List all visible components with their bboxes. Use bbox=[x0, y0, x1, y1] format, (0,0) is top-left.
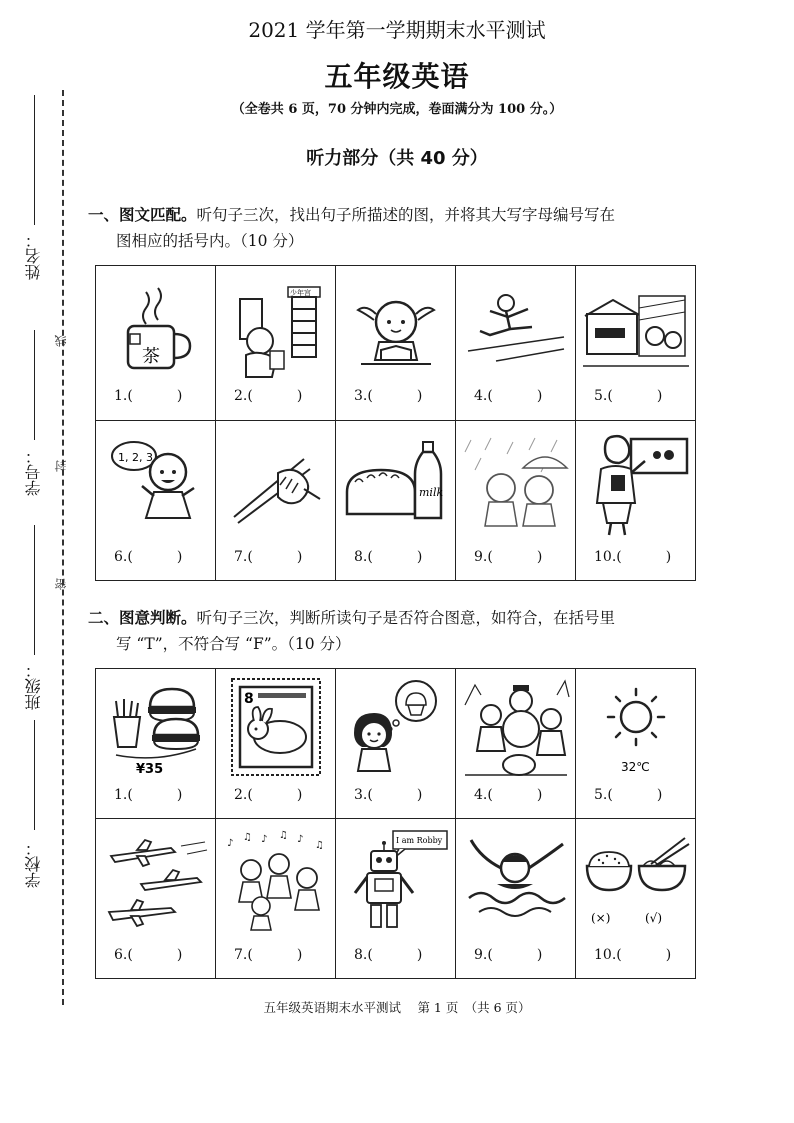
answer-blank[interactable]: 9.( ) bbox=[474, 549, 543, 565]
part2-cell-8 bbox=[336, 819, 456, 979]
girl-reading-icon bbox=[336, 266, 455, 391]
burger-fries-icon bbox=[96, 669, 215, 784]
answer-blank[interactable]: 6.( ) bbox=[114, 947, 183, 963]
chopsticks-icon bbox=[216, 421, 335, 546]
part1-cell-10 bbox=[576, 421, 696, 581]
part1-cell-9 bbox=[456, 421, 576, 581]
answer-blank[interactable]: 6.( ) bbox=[114, 549, 183, 565]
milk-label: milk bbox=[418, 485, 443, 499]
part1-picture-grid bbox=[95, 265, 696, 581]
answer-blank[interactable]: 2.( ) bbox=[234, 388, 303, 404]
answer-blank[interactable]: 10.( ) bbox=[594, 549, 672, 565]
kids-singing-icon bbox=[216, 819, 335, 944]
part2-instruction-line2: 写 “T”，不符合写 “F”。（10 分） bbox=[116, 635, 351, 653]
id-label: 学号： bbox=[24, 448, 43, 496]
svg-text:♪: ♪ bbox=[226, 837, 233, 849]
check-mark: (√) bbox=[644, 910, 662, 925]
svg-text:♪: ♪ bbox=[296, 833, 303, 845]
name-label: 姓名： bbox=[24, 232, 43, 280]
id-underline bbox=[34, 330, 35, 440]
part2-cell-5 bbox=[576, 669, 696, 819]
boy-counting-icon bbox=[96, 421, 215, 546]
rice-noodles-icon bbox=[576, 819, 695, 944]
answer-blank[interactable]: 8.( ) bbox=[354, 947, 423, 963]
answer-blank[interactable]: 5.( ) bbox=[594, 787, 663, 803]
bread-and-milk-icon bbox=[336, 421, 455, 546]
svg-text:♫: ♫ bbox=[278, 829, 288, 841]
binding-dashed-line bbox=[62, 90, 64, 1005]
answer-blank[interactable]: 8.( ) bbox=[354, 549, 423, 565]
seal-char-line: 线 bbox=[54, 335, 68, 347]
part2-cell-10 bbox=[576, 819, 696, 979]
part1-cell-6 bbox=[96, 421, 216, 581]
part2-cell-2 bbox=[216, 669, 336, 819]
exam-note: （全卷共 6 页，70 分钟内完成，卷面满分为 100 分。） bbox=[231, 102, 563, 117]
tea-cup-icon bbox=[96, 266, 215, 391]
answer-blank[interactable]: 7.( ) bbox=[234, 947, 303, 963]
part1-instruction bbox=[88, 202, 708, 254]
part1-cell-8 bbox=[336, 421, 456, 581]
part2-cell-3 bbox=[336, 669, 456, 819]
part2-cell-4 bbox=[456, 669, 576, 819]
youth-palace-sign: 少年宫 bbox=[289, 288, 311, 297]
swimming-boy-icon bbox=[456, 819, 575, 944]
price-label: ¥35 bbox=[135, 761, 163, 777]
counting-bubble-text: 1, 2, 3 bbox=[117, 450, 153, 464]
school-label: 学校： bbox=[24, 840, 43, 888]
answer-blank[interactable]: 10.( ) bbox=[594, 947, 672, 963]
svg-text:♫: ♫ bbox=[242, 831, 252, 843]
kids-in-rain-icon bbox=[456, 421, 575, 546]
part2-cell-6 bbox=[96, 819, 216, 979]
answer-blank[interactable]: 4.( ) bbox=[474, 787, 543, 803]
answer-blank[interactable]: 5.( ) bbox=[594, 388, 663, 404]
bookshop-street-icon bbox=[576, 266, 695, 391]
stamp-value: 8 bbox=[243, 690, 254, 707]
school-underline bbox=[34, 720, 35, 830]
part2-instruction-line1: 听句子三次，判断所读句子是否符合图意，如符合，在括号里 bbox=[196, 609, 616, 627]
part1-heading: 一、图文匹配。 bbox=[88, 206, 197, 224]
part2-heading: 二、图意判断。 bbox=[88, 609, 197, 627]
robot-speech: I am Robby bbox=[395, 835, 442, 845]
answer-blank[interactable]: 1.( ) bbox=[114, 787, 183, 803]
answer-blank[interactable]: 3.( ) bbox=[354, 787, 423, 803]
part2-cell-9 bbox=[456, 819, 576, 979]
seal-char-secret: 密 bbox=[54, 578, 68, 590]
svg-text:♪: ♪ bbox=[260, 833, 267, 845]
part1-instruction-line1: 听句子三次，找出句子所描述的图，并将其大写字母编号写在 bbox=[196, 206, 616, 224]
answer-blank[interactable]: 4.( ) bbox=[474, 388, 543, 404]
section-title: 听力部分（共 40 分） bbox=[306, 148, 488, 169]
tea-char: 茶 bbox=[141, 345, 160, 367]
part1-cell-3 bbox=[336, 266, 456, 421]
part2-instruction bbox=[88, 605, 708, 657]
boy-at-school-icon bbox=[216, 266, 335, 391]
rabbit-stamp-icon bbox=[216, 669, 335, 784]
class-label: 班级： bbox=[24, 662, 43, 710]
answer-blank[interactable]: 2.( ) bbox=[234, 787, 303, 803]
planes-icon bbox=[96, 819, 215, 944]
seal-char-seal: 封 bbox=[54, 460, 68, 472]
answer-blank[interactable]: 7.( ) bbox=[234, 549, 303, 565]
snowman-kids-icon bbox=[456, 669, 575, 784]
part2-picture-grid bbox=[95, 668, 696, 979]
part1-cell-1 bbox=[96, 266, 216, 421]
class-underline bbox=[34, 525, 35, 655]
answer-blank[interactable]: 1.( ) bbox=[114, 388, 183, 404]
part1-cell-2 bbox=[216, 266, 336, 421]
part1-cell-5 bbox=[576, 266, 696, 421]
part1-cell-4 bbox=[456, 266, 576, 421]
subject-title: 五年级英语 bbox=[324, 60, 470, 93]
long-jump-icon bbox=[456, 266, 575, 391]
teacher-icon bbox=[576, 421, 695, 546]
answer-blank[interactable]: 9.( ) bbox=[474, 947, 543, 963]
page-footer: 五年级英语期末水平测试 第 1 页 （共 6 页） bbox=[263, 1000, 531, 1015]
part2-cell-7 bbox=[216, 819, 336, 979]
svg-text:♫: ♫ bbox=[314, 839, 324, 851]
part1-cell-7 bbox=[216, 421, 336, 581]
cross-mark: (×) bbox=[590, 910, 610, 925]
exam-title: 2021 学年第一学期期末水平测试 bbox=[248, 18, 546, 42]
sun-icon bbox=[576, 669, 695, 784]
girl-thinking-cake-icon bbox=[336, 669, 455, 784]
temperature-label: 32℃ bbox=[620, 759, 650, 774]
part2-cell-1 bbox=[96, 669, 216, 819]
answer-blank[interactable]: 3.( ) bbox=[354, 388, 423, 404]
robot-icon bbox=[336, 819, 455, 944]
part1-instruction-line2: 图相应的括号内。（10 分） bbox=[116, 232, 304, 250]
